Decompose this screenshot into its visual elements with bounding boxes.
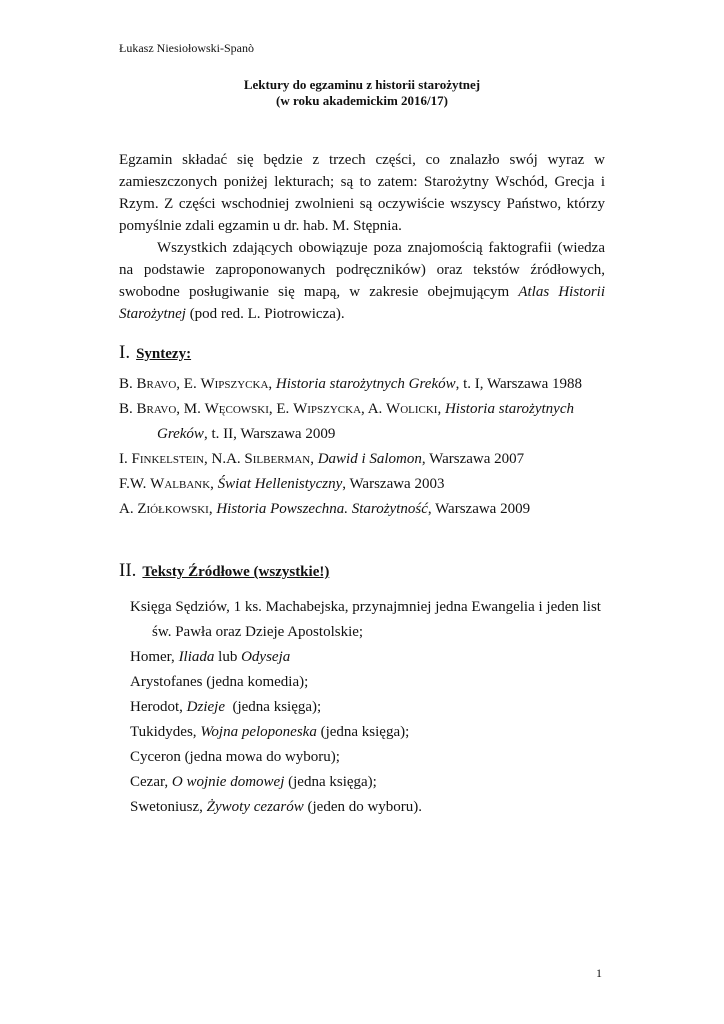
list-item: Cyceron (jedna mowa do wyboru); [130, 749, 340, 765]
list-item: Księga Sędziów, 1 ks. Machabejska, przynajmniej jedna Ewangelia i jeden list św. Pawła oraz Dzieje Apostolskie; [130, 599, 601, 640]
title-line-1: Lektury do egzaminu z historii starożytnej [243, 77, 481, 92]
intro-p2-end: (pod red. L. Piotrowicza). [185, 306, 345, 322]
document-title [0, 77, 724, 109]
list-item: Cezar, O wojnie domowej (jedna księga); [130, 774, 377, 790]
atlas-title: Atlas Historii Starożytnej [119, 284, 606, 322]
section-2-label: Teksty Źródłowe (wszystkie!) [142, 564, 330, 580]
list-item: Arystofanes (jedna komedia); [130, 674, 309, 690]
section-1-label: Syntezy: [136, 346, 192, 362]
section-2-heading [119, 560, 329, 582]
intro-paragraph-1: Egzamin składać się będzie z trzech części, co znalazło swój wyraz w zamieszczonych poniżej lekturach; są to zatem: Starożytny Wschód, Grecja i Rzym. Z części wschodniej zwolnieni są oczywiście wszyscy Państwo, którzy pomyślnie zdali egzamin u dr. hab. M. Stępnia. [119, 152, 605, 234]
list-item: I. Finkelstein, N.A. Silberman, Dawid i Salomon, Warszawa 2007 [119, 451, 525, 467]
list-item: Tukidydes, Wojna peloponeska (jedna księga); [130, 724, 410, 740]
list-item: Swetoniusz, Żywoty cezarów (jeden do wyboru). [130, 799, 423, 815]
section-1-number: I. [119, 342, 131, 363]
list-item: B. Bravo, E. Wipszycka, Historia starożytnych Greków, t. I, Warszawa 1988 [119, 376, 583, 392]
section-1-heading [119, 342, 191, 364]
intro-p2-start: Wszystkich zdających obowiązuje poza znajomością faktografii (wiedza na podstawie zaproponowanych podręczników) oraz tekstów źródłowych, swobodne posługiwanie się mapą, w zakresie obejmującym [119, 240, 605, 300]
intro-paragraph-2 [119, 237, 605, 325]
section-2-number: II. [119, 560, 137, 581]
list-item: B. Bravo, M. Węcowski, E. Wipszycka, A. Wolicki, Historia starożytnych Greków, t. II, Warszawa 2009 [119, 401, 574, 442]
list-item: Herodot, Dzieje (jedna księga); [130, 699, 322, 715]
title-line-2: (w roku akademickim 2016/17) [275, 93, 448, 108]
list-item: A. Ziółkowski, Historia Powszechna. Starożytność, Warszawa 2009 [119, 501, 531, 517]
author-header: Łukasz Niesiołowski-Spanò [119, 41, 254, 55]
sources-list [130, 595, 610, 820]
syntheses-list [119, 372, 609, 522]
list-item: Homer, Iliada lub Odyseja [130, 649, 291, 665]
list-item: F.W. Walbank, Świat Hellenistyczny, Warszawa 2003 [119, 476, 445, 492]
intro-text [119, 149, 605, 325]
page-number: 1 [596, 966, 602, 980]
